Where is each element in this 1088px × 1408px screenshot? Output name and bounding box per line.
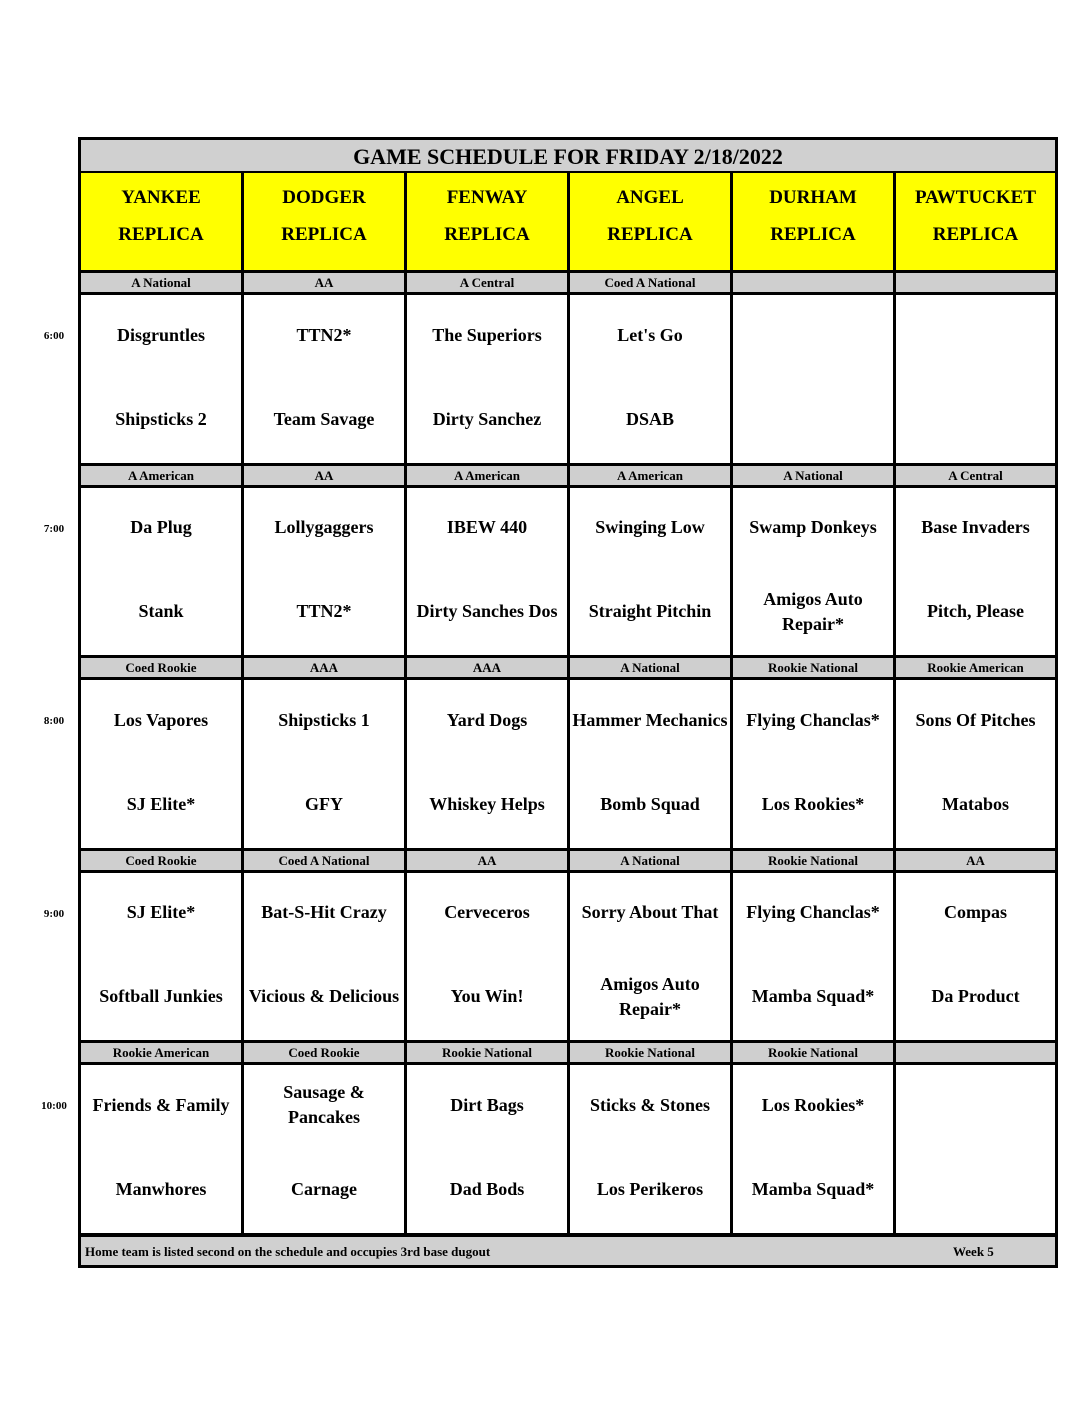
game-cell (570, 680, 733, 851)
home-team: Los Perikeros (596, 1178, 704, 1199)
away-team: Bat-S-Hit Crazy (261, 902, 387, 922)
away-team (733, 305, 893, 365)
field-name: DODGER (282, 187, 366, 208)
division-label: A National (570, 658, 733, 680)
home-team: Whiskey Helps (429, 793, 545, 814)
home-team: Bomb Squad (600, 793, 700, 814)
field-header-dodger (244, 173, 407, 273)
away-team: Flying Chanclas* (746, 902, 880, 922)
game-cell (244, 1065, 407, 1236)
home-team: Matabos (942, 793, 1009, 814)
away-team: Shipsticks 1 (278, 709, 370, 730)
time-label: 8:00 (43, 715, 65, 727)
away-team: IBEW 440 (446, 517, 528, 537)
away-team: Friends & Family (92, 1094, 230, 1115)
game-cell (81, 295, 244, 466)
division-label: A National (570, 851, 733, 873)
away-team: Sorry About That (581, 902, 719, 922)
division-label: Coed A National (570, 273, 733, 295)
home-team: Stank (138, 601, 184, 621)
home-team: Dirty Sanchez (432, 408, 542, 429)
game-cell (896, 295, 1055, 466)
home-team: Amigos Auto Repair* (763, 588, 863, 634)
game-cell (733, 873, 896, 1044)
home-team: Pitch, Please (927, 601, 1024, 621)
field-type: REPLICA (770, 224, 856, 245)
division-label: AA (244, 466, 407, 488)
home-team: Dad Bods (449, 1178, 525, 1199)
division-label: Rookie National (733, 658, 896, 680)
game-cell (733, 1065, 896, 1236)
away-team: Yard Dogs (446, 709, 528, 730)
away-team: Sausage & Pancakes (283, 1082, 365, 1127)
game-cell (733, 295, 896, 466)
away-team (896, 305, 1055, 365)
game-cell (570, 295, 733, 466)
away-team: TTN2* (296, 324, 352, 345)
away-team: Compas (943, 902, 1007, 922)
home-team: Amigos Auto Repair* (600, 973, 700, 1019)
away-team: Dirt Bags (450, 1094, 524, 1115)
away-team: Los Rookies* (761, 1094, 865, 1115)
game-cell (244, 488, 407, 659)
field-type: REPLICA (281, 224, 367, 245)
game-cell (570, 488, 733, 659)
field-type: REPLICA (118, 224, 204, 245)
field-header-pawtucket (896, 173, 1055, 273)
field-header-yankee (81, 173, 244, 273)
division-label: AAA (407, 658, 570, 680)
schedule-footer (81, 1235, 1055, 1265)
game-cell (407, 295, 570, 466)
away-team: Lollygaggers (274, 517, 374, 537)
field-type: REPLICA (932, 224, 1019, 245)
away-team: The Superiors (432, 324, 542, 345)
home-team: SJ Elite* (126, 793, 196, 814)
schedule-table (78, 137, 1058, 1268)
game-cell (896, 873, 1055, 1044)
home-team: DSAB (625, 408, 674, 429)
away-team: Let's Go (617, 324, 683, 345)
away-team: Cerveceros (444, 902, 530, 922)
division-label: Coed Rookie (81, 658, 244, 680)
home-team (896, 1159, 1055, 1219)
field-header-angel (570, 173, 733, 273)
game-cell (733, 488, 896, 659)
home-team (896, 389, 1055, 449)
home-team: Dirty Sanches Dos (416, 601, 558, 621)
field-header-durham (733, 173, 896, 273)
division-label: A American (81, 466, 244, 488)
division-label: Coed A National (244, 851, 407, 873)
schedule-title: GAME SCHEDULE FOR FRIDAY 2/18/2022 (81, 140, 1055, 173)
division-label: A American (570, 466, 733, 488)
division-label (896, 273, 1055, 295)
division-label: Coed Rookie (244, 1043, 407, 1065)
game-cell (244, 295, 407, 466)
division-label: Rookie American (896, 658, 1055, 680)
field-name: DURHAM (769, 187, 857, 208)
home-team: Manwhores (115, 1178, 207, 1199)
time-label: 10:00 (41, 1100, 67, 1112)
away-team: Disgruntles (116, 324, 205, 345)
game-cell (896, 488, 1055, 659)
division-label: A National (81, 273, 244, 295)
home-team: Los Rookies* (761, 793, 865, 814)
division-label (733, 273, 896, 295)
field-name: FENWAY (446, 187, 528, 208)
game-cell (81, 873, 244, 1044)
home-team: TTN2* (296, 601, 352, 621)
division-label: Rookie National (407, 1043, 570, 1065)
game-cell (244, 873, 407, 1044)
home-team: Straight Pitchin (588, 601, 712, 621)
away-team: SJ Elite* (126, 902, 196, 922)
division-label: Rookie National (733, 1043, 896, 1065)
week-label: Week 5 (953, 1244, 994, 1259)
division-label: Rookie American (81, 1043, 244, 1065)
division-label: A Central (896, 466, 1055, 488)
division-label (896, 1043, 1055, 1065)
division-label: A Central (407, 273, 570, 295)
time-label: 7:00 (43, 522, 65, 535)
away-team: Swamp Donkeys (749, 517, 877, 537)
division-label: A National (733, 466, 896, 488)
away-team: Los Vapores (113, 709, 209, 730)
away-team (896, 1075, 1055, 1135)
time-label: 9:00 (43, 907, 65, 920)
game-cell (896, 1065, 1055, 1236)
division-label: Coed Rookie (81, 851, 244, 873)
game-cell (81, 680, 244, 851)
away-team: Flying Chanclas* (746, 709, 880, 730)
game-cell (407, 1065, 570, 1236)
home-team: Team Savage (273, 408, 375, 429)
field-type: REPLICA (444, 224, 530, 245)
field-header-fenway (407, 173, 570, 273)
home-team: Mamba Squad* (751, 1178, 875, 1199)
away-team: Sticks & Stones (589, 1094, 710, 1115)
division-label: Rookie National (570, 1043, 733, 1065)
time-label: 6:00 (43, 330, 65, 342)
home-team: You Win! (450, 986, 524, 1006)
home-team: Vicious & Delicious (248, 986, 400, 1006)
home-team: Mamba Squad* (751, 986, 875, 1006)
home-team-note: Home team is listed second on the schedule and occupies 3rd base dugout (85, 1244, 491, 1259)
game-cell (570, 1065, 733, 1236)
game-cell (81, 1065, 244, 1236)
division-label: AA (407, 851, 570, 873)
game-cell (81, 488, 244, 659)
game-cell (244, 680, 407, 851)
game-cell (407, 488, 570, 659)
home-team (733, 389, 893, 449)
home-team: GFY (305, 793, 343, 814)
game-cell (896, 680, 1055, 851)
game-cell (733, 680, 896, 851)
game-cell (407, 873, 570, 1044)
field-name: YANKEE (121, 187, 201, 208)
away-team: Da Plug (130, 517, 192, 537)
division-label: AA (244, 273, 407, 295)
field-name: PAWTUCKET (914, 187, 1037, 208)
division-label: Rookie National (733, 851, 896, 873)
home-team: Carnage (291, 1178, 357, 1199)
game-cell (407, 680, 570, 851)
away-team: Swinging Low (595, 517, 705, 537)
field-name: ANGEL (616, 187, 684, 208)
division-label: AAA (244, 658, 407, 680)
away-team: Base Invaders (921, 517, 1030, 537)
game-cell (570, 873, 733, 1044)
away-team: Sons Of Pitches (915, 709, 1036, 730)
away-team: Hammer Mechanics (572, 709, 728, 730)
division-label: A American (407, 466, 570, 488)
home-team: Da Product (931, 986, 1020, 1006)
field-type: REPLICA (607, 224, 693, 245)
home-team: Softball Junkies (99, 986, 223, 1006)
home-team: Shipsticks 2 (115, 408, 207, 429)
division-label: AA (896, 851, 1055, 873)
